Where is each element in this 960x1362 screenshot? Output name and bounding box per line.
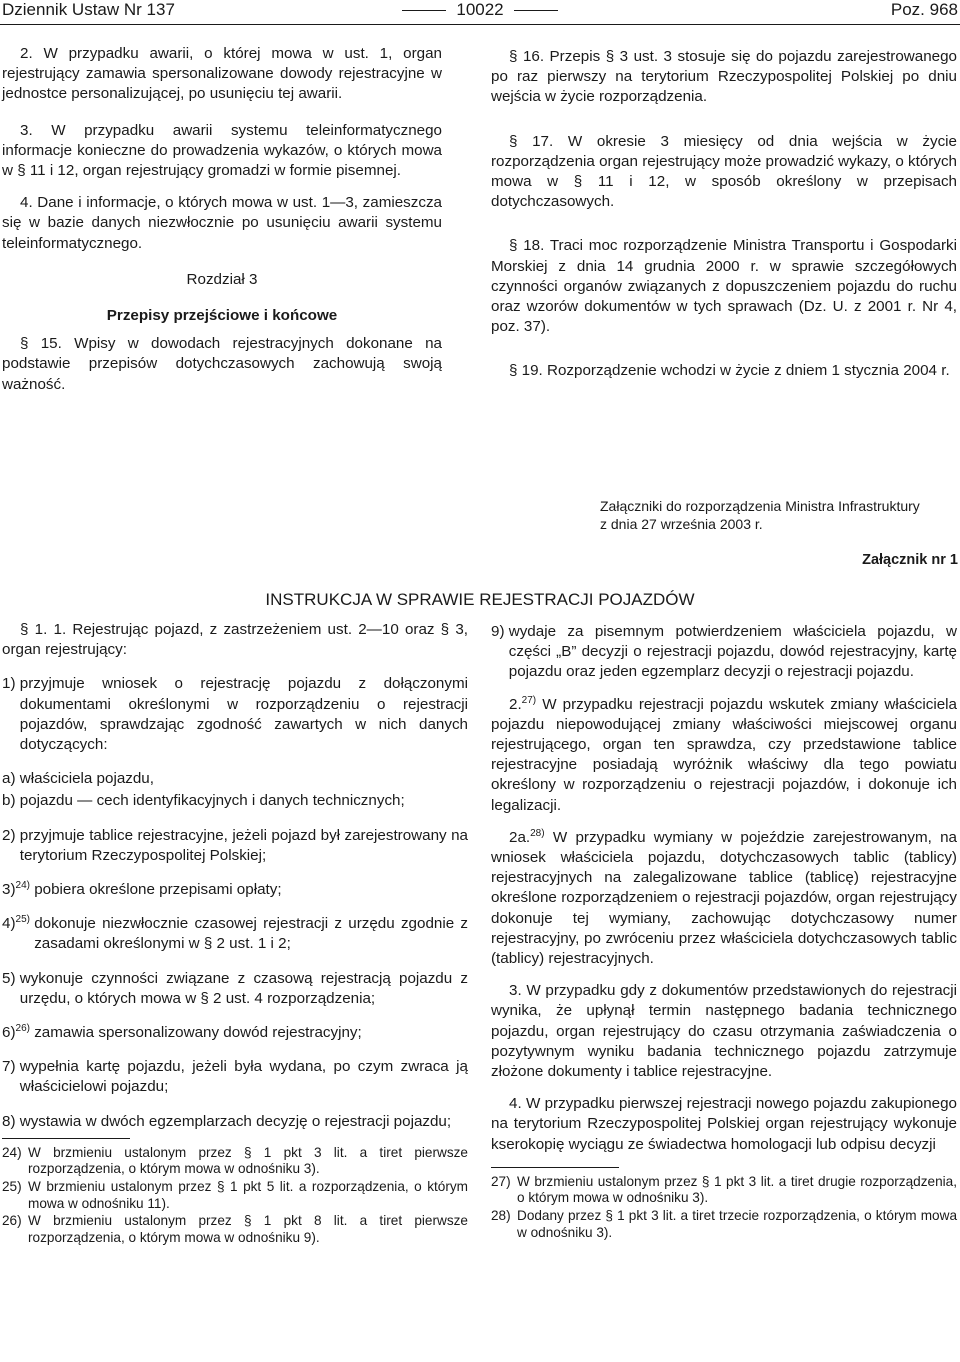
list-item-7 xyxy=(2,1057,468,1097)
list-item-text: przyjmuje tablice rejestracyjne, jeżeli pojazd był zarejestrowany na terytorium Rzeczypospolitej Polskiej; xyxy=(19,826,468,864)
footnote-number: 25) xyxy=(2,1179,22,1195)
annex-number: Załącznik nr 1 xyxy=(862,552,958,568)
section-17: § 17. W okresie 3 miesięcy od dnia wejścia w życie rozporządzenia organ rejestrujący może prowadzić wykazy, o których mowa w § 11 i 12, w sposób określony w przepisach dotychczasowych. xyxy=(491,132,957,211)
section-18: § 18. Traci moc rozporządzenie Ministra Transportu i Gospodarki Morskiej z dnia 14 grudnia 2000 r. w sprawie szczegółowych czynności organów związanych z dopuszczeniem pojazdu do ruchu oraz wzorów dokumentów w tych sprawach (Dz. U. z 2001 r. Nr 4, poz. 37). xyxy=(491,237,957,336)
dash-left xyxy=(402,10,446,11)
attachments-note-line-1: Załączniki do rozporządzenia Ministra Infrastruktury xyxy=(600,498,920,514)
footnote-number: 28) xyxy=(491,1208,511,1224)
list-item-8 xyxy=(2,1112,468,1132)
list-item-text: pojazdu — cech identyfikacyjnych i danych technicznych; xyxy=(19,792,405,810)
instruction-title: INSTRUKCJA W SPRAWIE REJESTRACJI POJAZDÓW xyxy=(265,590,695,609)
list-item-b xyxy=(2,791,468,811)
page-number: 10022 xyxy=(456,0,504,19)
page-number-wrap xyxy=(380,0,580,20)
footnote xyxy=(2,1179,468,1212)
footnote-text: W brzmieniu ustalonym przez § 1 pkt 3 lit. a tiret pierwsze rozporządzenia, o którym mowa w odnośniku 3). xyxy=(28,1144,468,1177)
list-item-9 xyxy=(491,622,957,683)
list-item-text: wykonuje czynności związane z czasową rejestracją pojazdu z urzędu, o których mowa w § 2 ust. 4 rozporządzenia; xyxy=(19,969,468,1007)
footnote-text: Dodany przez § 1 pkt 3 lit. a tiret trzecie rozporządzenia, o którym mowa w odnośniku 3). xyxy=(517,1208,957,1240)
position-number: Poz. 968 xyxy=(890,0,958,19)
top-left-column xyxy=(2,44,442,395)
footnotes-left xyxy=(2,1145,468,1247)
footnote-ref: 26) xyxy=(15,1022,30,1034)
attachments-note xyxy=(600,497,920,533)
chapter-title: Przepisy przejściowe i końcowe xyxy=(106,307,338,325)
list-item-number: b) xyxy=(2,792,16,810)
list-item-number: 1) xyxy=(2,675,16,693)
section-15: § 15. Wpisy w dowodach rejestracyjnych dokonane na podstawie przepisów dotychczasowych zachowują swoją ważność. xyxy=(2,335,442,393)
list-item-text: pobiera określone przepisami opłaty; xyxy=(34,881,282,899)
list-item-3 xyxy=(2,880,468,900)
list-item-text: zamawia spersonalizowany dowód rejestracyjny; xyxy=(34,1024,362,1042)
paragraph-3: 3. W przypadku gdy z dokumentów przedstawionych do rejestracji wynika, że upłynął termin następnego badania technicznego pojazdu, organ rejestrujący do czasu otrzymania zaświadczenia o pozytywnym wyniku badania technicznego pojazdu zatrzymuje złożone dokumenty i tablice rejestracyjne. xyxy=(491,982,957,1081)
paragraph-2: 2. W przypadku awarii, o której mowa w ust. 1, organ rejestrujący zamawia spersonalizowane dowody rejestracyjne w jednostce personalizującej, po usunięciu tej awarii. xyxy=(2,45,442,103)
list-item-number xyxy=(2,1023,30,1043)
list-item-text: przyjmuje wniosek o rejestrację pojazdu z dołączonymi dokumentami określonymi w rozporządzeniu o rejestracji pojazdów, sprawdzając zgodność zawartych w nich danych dotyczących: xyxy=(19,675,468,754)
paragraph-4: 4. W przypadku pierwszej rejestracji nowego pojazdu zakupionego na terytorium Rzeczypospolitej Polskiej organ rejestrujący wykonuje kserokopię wyciągu ze świadectwa homologacji lub odpisu decyzji xyxy=(491,1095,957,1153)
list-item-6 xyxy=(2,1023,468,1043)
footnote xyxy=(2,1213,468,1246)
footnote-ref: 27) xyxy=(521,694,537,706)
list-item-text: właściciela pojazdu, xyxy=(19,770,154,788)
paragraph-2 xyxy=(491,695,957,816)
journal-title: Dziennik Ustaw Nr 137 xyxy=(2,0,175,19)
list-item-number: 8) xyxy=(2,1112,16,1130)
footnote-number: 27) xyxy=(491,1173,511,1189)
page-header xyxy=(0,0,960,28)
list-item-a xyxy=(2,769,468,789)
footnote-ref: 25) xyxy=(15,914,30,926)
list-item-text: dokonuje niezwłocznie czasowej rejestracji z urzędu zgodnie z zasadami określonymi w § 2 ust. 1 i 2; xyxy=(34,915,468,953)
dash-right xyxy=(514,10,558,11)
list-item-5 xyxy=(2,969,468,1009)
paragraph-3: 3. W przypadku awarii systemu teleinformatycznego informacje konieczne do prowadzenia wykazów, o których mowa w § 11 i 12, organ rejestrujący gromadzi w formie pisemnej. xyxy=(2,121,442,180)
list-item-number: 5) xyxy=(2,969,16,987)
footnote-text: W brzmieniu ustalonym przez § 1 pkt 8 lit. a tiret pierwsze rozporządzenia, o którym mowa w odnośniku 9). xyxy=(28,1213,468,1245)
list-item-text: wypełnia kartę pojazdu, jeżeli była wydana, po czym zwraca ją właścicielowi pojazdu; xyxy=(19,1058,468,1096)
footnote xyxy=(491,1174,957,1207)
paragraph-2a xyxy=(491,828,957,969)
list-item-2 xyxy=(2,826,468,866)
footnote-text: W brzmieniu ustalonym przez § 1 pkt 3 lit. a tiret drugie rozporządzenia, o którym mowa w odnośniku 3). xyxy=(517,1173,957,1206)
top-right-column xyxy=(491,47,957,382)
footnote xyxy=(2,1145,468,1178)
item-num: 6) xyxy=(2,1024,16,1042)
list-item-1 xyxy=(2,674,468,755)
list-item-number: 7) xyxy=(2,1058,16,1076)
chapter-label: Rozdział 3 xyxy=(186,270,258,288)
list-item-text: wystawia w dwóch egzemplarzach decyzję o rejestracji pojazdu; xyxy=(19,1112,452,1130)
list-item-number: a) xyxy=(2,770,16,788)
footnote-number: 26) xyxy=(2,1213,22,1229)
footnote-ref: 24) xyxy=(15,879,30,891)
paragraph-number: 2a. xyxy=(509,828,531,846)
list-item-number: 2) xyxy=(2,826,16,844)
list-item-4 xyxy=(2,914,468,954)
list-item-text: wydaje za pisemnym potwierdzeniem właściciela pojazdu, w części „B” decyzji o rejestracji pojazdu, dowód rejestracyjny, kartę pojazdu oraz jeden egzemplarz decyzji o rejestracji pojazdu. xyxy=(508,623,957,681)
footnote xyxy=(491,1208,957,1241)
paragraph-number: 2. xyxy=(509,695,522,713)
footnote-rule xyxy=(2,1138,130,1139)
footnote-text: W brzmieniu ustalonym przez § 1 pkt 5 lit. a rozporządzenia, o którym mowa w odnośniku 11). xyxy=(28,1179,468,1211)
footnote-rule xyxy=(491,1167,619,1168)
item-num: 4) xyxy=(2,915,16,933)
section-19: § 19. Rozporządzenie wchodzi w życie z dniem 1 stycznia 2004 r. xyxy=(509,362,950,380)
instruction-intro: § 1. 1. Rejestrując pojazd, z zastrzeżeniem ust. 2—10 oraz § 3, organ rejestrujący: xyxy=(2,621,468,659)
paragraph-text: W przypadku rejestracji pojazdu wskutek zmiany właściciela pojazdu niepowodującej zmiany właściwości miejscowej organu rejestrującego, organ ten sprawdza, czy przedstawione tablice rejestracyjne posiadają wyróżnik właściwy dla tego powiatu określony w rozporządzeniu o rejestracji pojazdów, i dokonuje ich legalizacji. xyxy=(491,695,957,814)
paragraph-4: 4. Dane i informacje, o których mowa w ust. 1—3, zamieszcza się w bazie danych niezwłocznie po usunięciu awarii systemu teleinformatycznego. xyxy=(2,194,442,252)
paragraph-text: W przypadku wymiany w pojeździe zarejestrowanym, na wniosek właściciela pojazdu, dotychczasowych tablic (tablicy) rejestracyjnych na zalegalizowane tablice (tablicę) rejestracyjne określone rozporządzeniem o rejestracji pojazdów, organ rejestrujący dokonuje tej wymiany, zachowując dotychczasowy numer rejestracyjny, po zwróceniu przez właściciela dotychczasowych tablic (tablicy) rejestracyjnych. xyxy=(491,828,957,968)
list-item-number xyxy=(2,914,30,954)
instruction-right-column xyxy=(491,622,957,1242)
footnotes-right xyxy=(491,1174,957,1241)
header-rule xyxy=(0,24,960,25)
item-num: 3) xyxy=(2,881,16,899)
instruction-left-column xyxy=(2,620,468,1247)
list-item-number: 9) xyxy=(491,623,505,640)
section-16: § 16. Przepis § 3 ust. 3 stosuje się do pojazdu zarejestrowanego po raz pierwszy na terytorium Rzeczypospolitej Polskiej po dniu wejścia w życie rozporządzenia. xyxy=(491,48,957,106)
list-item-number xyxy=(2,880,30,900)
attachments-note-line-2: z dnia 27 września 2003 r. xyxy=(600,516,763,532)
footnote-ref: 28) xyxy=(530,827,545,839)
footnote-number: 24) xyxy=(2,1144,22,1160)
